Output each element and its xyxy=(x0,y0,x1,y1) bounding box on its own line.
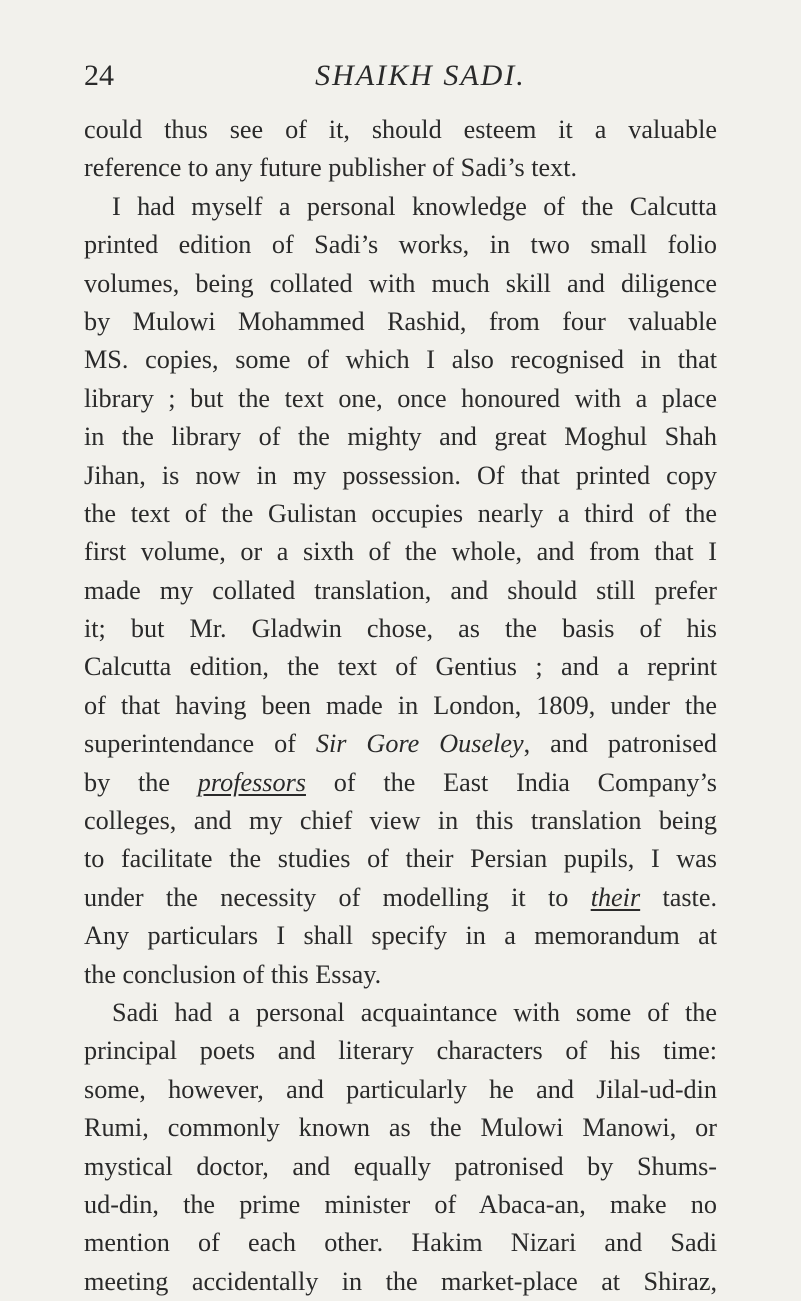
text-line xyxy=(84,879,717,917)
text-line xyxy=(84,1032,717,1070)
text-segment: volumes, being collated with much skill and diligence xyxy=(84,268,717,298)
text-line xyxy=(84,725,717,763)
text-segment: by the xyxy=(84,767,198,797)
text-segment: Calcutta edition, the text of Gentius ; and a reprint xyxy=(84,652,717,682)
text-line xyxy=(84,1109,717,1147)
text-segment: mystical doctor, and equally patronised by Shums- xyxy=(84,1151,717,1181)
body-text xyxy=(84,111,717,1301)
emphasized-text: their xyxy=(590,882,641,912)
text-segment: of the East India Company’s xyxy=(305,767,717,797)
text-segment: Rumi, commonly known as the Mulowi Manowi, or xyxy=(84,1113,717,1143)
text-segment: mention of each other. Hakim Nizari and Sadi xyxy=(84,1228,717,1258)
text-line xyxy=(84,994,717,1032)
running-head xyxy=(84,56,717,96)
text-line xyxy=(84,802,717,840)
text-line xyxy=(84,111,717,149)
text-segment: library ; but the text one, once honoured with a place xyxy=(84,383,717,413)
text-segment: MS. copies, some of which I also recognised in that xyxy=(84,345,717,375)
text-segment: Sadi had a personal acquaintance with some of the xyxy=(112,997,717,1027)
text-segment: I had myself a personal knowledge of the Calcutta xyxy=(112,191,717,221)
text-segment: meeting accidentally in the market-place at Shiraz, xyxy=(84,1266,717,1296)
text-segment: principal poets and literary characters of his time: xyxy=(84,1036,717,1066)
text-segment: reference to any future publisher of Sadi’s text. xyxy=(84,153,578,183)
text-line xyxy=(84,648,717,686)
emphasized-text: professors xyxy=(197,767,306,797)
text-line xyxy=(84,495,717,533)
text-segment: by Mulowi Mohammed Rashid, from four valuable xyxy=(84,306,717,336)
text-segment: some, however, and particularly he and Jilal-ud-din xyxy=(84,1074,717,1104)
text-segment: first volume, or a sixth of the whole, and from that I xyxy=(84,537,717,567)
text-line xyxy=(84,533,717,571)
text-line xyxy=(84,380,717,418)
text-line xyxy=(84,341,717,379)
text-segment: taste. xyxy=(640,882,717,912)
running-title: SHAIKH SADI. xyxy=(315,59,526,92)
text-segment: the conclusion of this Essay. xyxy=(84,959,382,989)
text-line xyxy=(84,1148,717,1186)
text-line xyxy=(84,149,717,187)
italic-text: Sir Gore Ouseley xyxy=(315,729,524,759)
text-segment: superintendance of xyxy=(84,729,316,759)
text-line xyxy=(84,1224,717,1262)
text-segment: under the necessity of modelling it to xyxy=(84,882,591,912)
text-line xyxy=(84,1263,717,1301)
text-line xyxy=(84,917,717,955)
text-line xyxy=(84,188,717,226)
text-line xyxy=(84,956,717,994)
text-segment: , and patronised xyxy=(523,729,717,759)
text-line xyxy=(84,457,717,495)
text-segment: to facilitate the studies of their Persian pupils, I was xyxy=(84,844,717,874)
text-segment: it; but Mr. Gladwin chose, as the basis of his xyxy=(84,614,717,644)
text-line xyxy=(84,572,717,610)
text-segment: Any particulars I shall specify in a memorandum at xyxy=(84,921,717,951)
text-line xyxy=(84,840,717,878)
text-line xyxy=(84,226,717,264)
text-segment: could thus see of it, should esteem it a valuable xyxy=(84,115,717,144)
page-number: 24 xyxy=(84,59,114,92)
text-segment: in the library of the mighty and great Moghul Shah xyxy=(84,422,717,452)
text-line xyxy=(84,1186,717,1224)
text-line xyxy=(84,687,717,725)
text-line xyxy=(84,418,717,456)
text-segment: of that having been made in London, 1809, under the xyxy=(84,690,717,720)
text-segment: the text of the Gulistan occupies nearly a third of the xyxy=(84,498,717,528)
text-segment: ud-din, the prime minister of Abaca-an, make no xyxy=(84,1189,717,1219)
text-segment: printed edition of Sadi’s works, in two small folio xyxy=(84,230,717,260)
text-line xyxy=(84,1071,717,1109)
text-segment: colleges, and my chief view in this translation being xyxy=(84,806,717,836)
text-line xyxy=(84,764,717,802)
text-line xyxy=(84,610,717,648)
text-line xyxy=(84,265,717,303)
text-line xyxy=(84,303,717,341)
text-segment: made my collated translation, and should still prefer xyxy=(84,575,717,605)
text-segment: Jihan, is now in my possession. Of that printed copy xyxy=(84,460,717,490)
